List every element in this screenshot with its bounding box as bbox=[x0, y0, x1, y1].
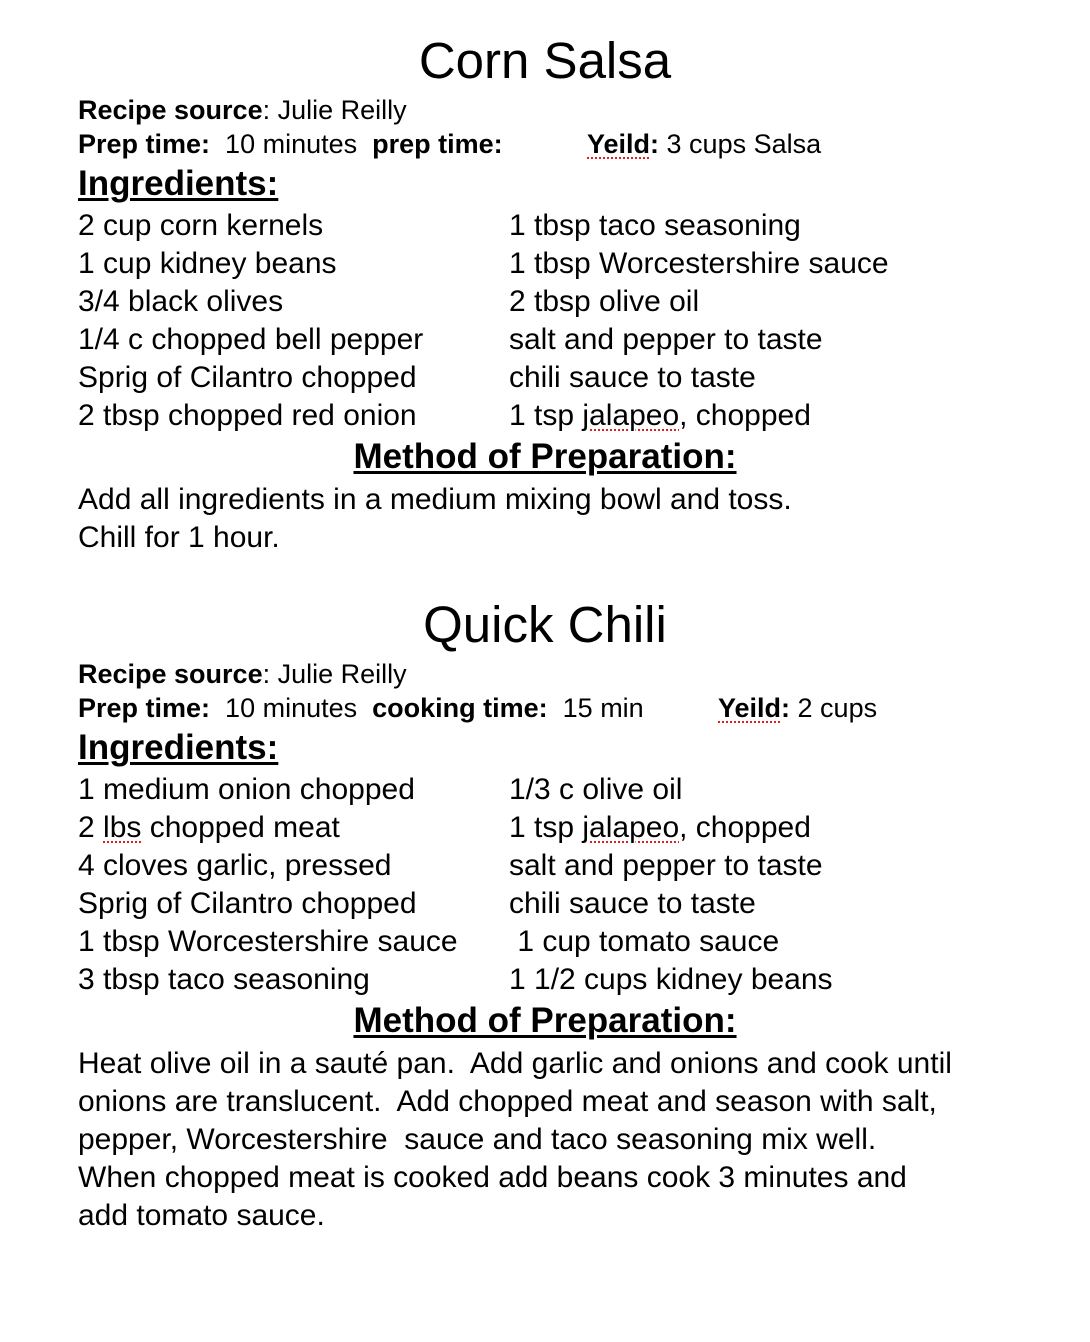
yield-line bbox=[587, 127, 821, 161]
yield-label: Yeild bbox=[718, 693, 782, 723]
ingredient-item bbox=[78, 809, 340, 847]
ingredient-part: , chopped bbox=[679, 811, 811, 844]
misspelled-word: lbs bbox=[103, 811, 142, 844]
ingredient-item: chili sauce to taste bbox=[509, 361, 756, 394]
ingredient-item: 3 tbsp taco seasoning bbox=[78, 963, 370, 996]
method-line: pepper, Worcestershire sauce and taco seasoning mix well. bbox=[78, 1123, 877, 1156]
misspelled-word: jalapeo bbox=[582, 399, 680, 432]
yield-colon: : bbox=[781, 693, 791, 723]
ingredient-part: 1 tsp bbox=[509, 399, 583, 432]
method-line: onions are translucent. Add chopped meat and season with salt, bbox=[78, 1085, 937, 1118]
ingredients-heading: Ingredients: bbox=[78, 728, 279, 767]
ingredient-item: salt and pepper to taste bbox=[509, 323, 823, 356]
ingredient-part: chopped meat bbox=[141, 811, 340, 844]
yield-value: 3 cups Salsa bbox=[659, 129, 822, 159]
second-prep-time-label: prep time: bbox=[372, 129, 503, 159]
ingredient-item: Sprig of Cilantro chopped bbox=[78, 361, 417, 394]
method-line: When chopped meat is cooked add beans cook 3 minutes and bbox=[78, 1161, 907, 1194]
ingredient-item: 2 tbsp chopped red onion bbox=[78, 399, 417, 432]
misspelled-word: jalapeo bbox=[582, 811, 680, 844]
ingredient-item: 1/4 c chopped bell pepper bbox=[78, 323, 424, 356]
prep-time-label: Prep time: bbox=[78, 693, 211, 723]
cooking-time-value: 15 min bbox=[547, 693, 644, 723]
yield-value: 2 cups bbox=[790, 693, 878, 723]
ingredient-item: 1 cup tomato sauce bbox=[509, 925, 780, 958]
method-text bbox=[78, 481, 1038, 557]
ingredient-item: 2 cup corn kernels bbox=[78, 209, 324, 242]
ingredient-item: 1/3 c olive oil bbox=[509, 773, 683, 806]
method-line: Heat olive oil in a sauté pan. Add garlic and onions and cook until bbox=[78, 1047, 952, 1080]
method-line: Add all ingredients in a medium mixing bowl and toss. bbox=[78, 483, 792, 516]
method-heading bbox=[0, 437, 1090, 477]
ingredient-item: 1 tbsp Worcestershire sauce bbox=[509, 247, 889, 280]
ingredient-part: 2 bbox=[78, 811, 104, 844]
prep-time-line bbox=[78, 691, 644, 725]
ingredient-item: Sprig of Cilantro chopped bbox=[78, 887, 417, 920]
prep-time-line bbox=[78, 127, 503, 161]
ingredient-item: 1 1/2 cups kidney beans bbox=[509, 963, 833, 996]
prep-time-value: 10 minutes bbox=[210, 693, 373, 723]
yield-line bbox=[718, 691, 877, 725]
method-line: add tomato sauce. bbox=[78, 1199, 325, 1232]
ingredients-heading: Ingredients: bbox=[78, 164, 279, 203]
cooking-time-label: cooking time: bbox=[372, 693, 548, 723]
ingredient-item: 4 cloves garlic, pressed bbox=[78, 849, 392, 882]
recipe-source-label: Recipe source bbox=[78, 659, 263, 689]
ingredient-item: 3/4 black olives bbox=[78, 285, 284, 318]
recipe-title: Quick Chili bbox=[423, 596, 667, 653]
method-text bbox=[78, 1045, 1038, 1235]
prep-time-label: Prep time: bbox=[78, 129, 211, 159]
recipe-source-value: : Julie Reilly bbox=[262, 659, 407, 689]
recipe-source-line bbox=[78, 657, 407, 691]
ingredient-item: 1 tbsp Worcestershire sauce bbox=[78, 925, 458, 958]
ingredient-item: 2 tbsp olive oil bbox=[509, 285, 700, 318]
recipe-source-value: : Julie Reilly bbox=[262, 95, 407, 125]
recipe-source-label: Recipe source bbox=[78, 95, 263, 125]
ingredient-item bbox=[509, 397, 811, 435]
ingredient-item: 1 tbsp taco seasoning bbox=[509, 209, 801, 242]
ingredient-item: chili sauce to taste bbox=[509, 887, 756, 920]
ingredient-part: , chopped bbox=[679, 399, 811, 432]
method-heading-text: Method of Preparation: bbox=[353, 437, 737, 476]
ingredient-part: 1 tsp bbox=[509, 811, 583, 844]
ingredient-item: 1 cup kidney beans bbox=[78, 247, 337, 280]
recipe-title: Corn Salsa bbox=[418, 32, 672, 89]
ingredient-item: salt and pepper to taste bbox=[509, 849, 823, 882]
method-heading bbox=[0, 1001, 1090, 1041]
method-line: Chill for 1 hour. bbox=[78, 521, 280, 554]
recipe-source-line bbox=[78, 93, 407, 127]
method-heading-text: Method of Preparation: bbox=[353, 1001, 737, 1040]
yield-colon: : bbox=[650, 129, 660, 159]
yield-label: Yeild bbox=[587, 129, 651, 159]
ingredient-item: 1 medium onion chopped bbox=[78, 773, 415, 806]
ingredient-item bbox=[509, 809, 811, 847]
prep-time-value: 10 minutes bbox=[210, 129, 373, 159]
